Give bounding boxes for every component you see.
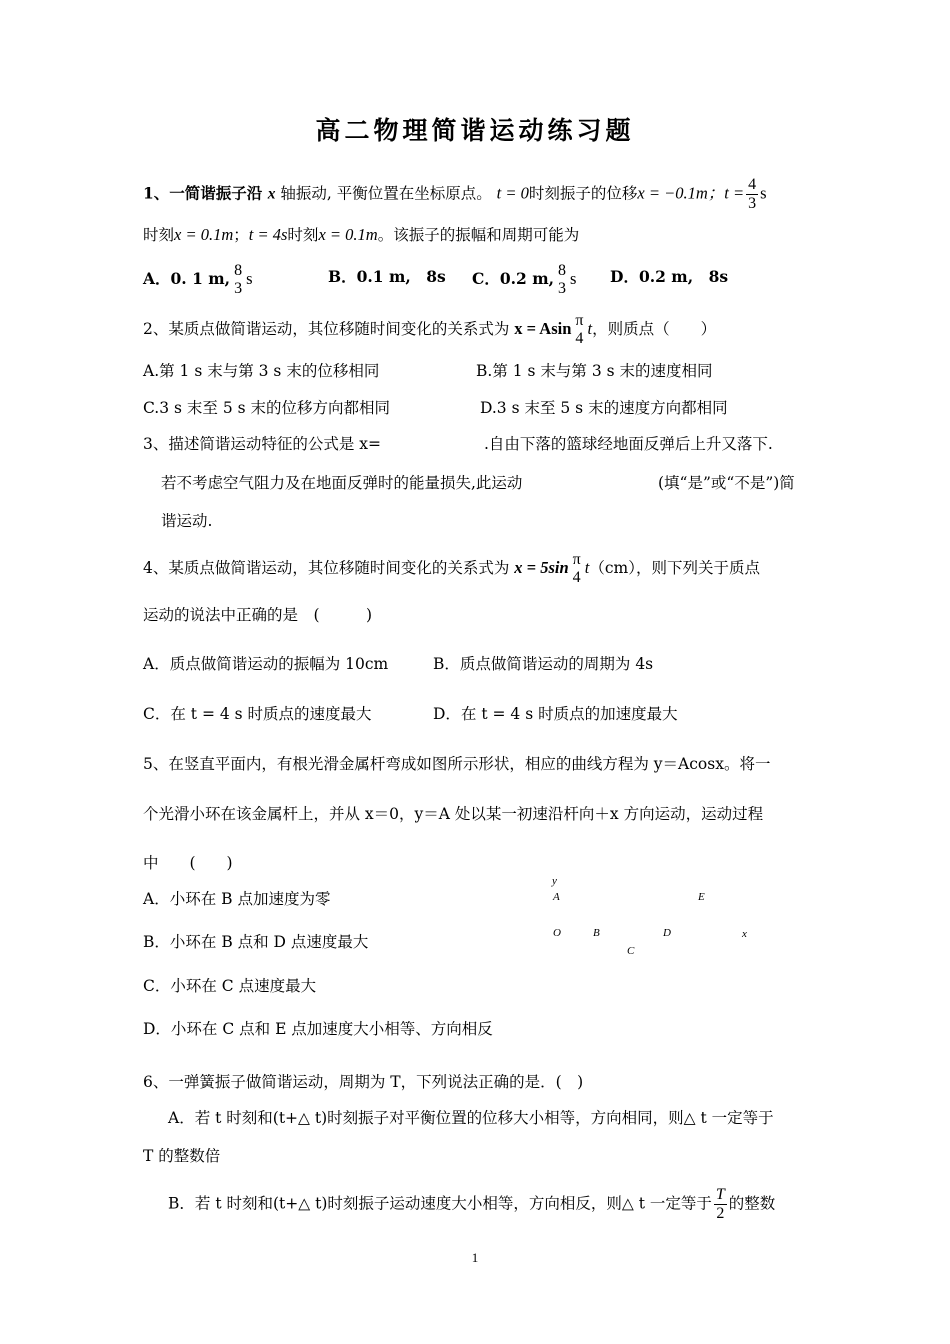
q1-l2-b: ； bbox=[233, 226, 249, 244]
q5-line-2: 个光滑小环在该金属杆上，并从 x＝0，y＝A 处以某一初速沿杆向＋x 方向运动，运动过程 bbox=[143, 805, 764, 823]
q1-x-pos2: x = 0.1m bbox=[318, 225, 378, 244]
q1-a-fraction bbox=[232, 262, 244, 298]
q2-option-d: D.3 s 末至 5 s 末的速度方向都相同 bbox=[480, 399, 728, 417]
q1-frac-num: 4 bbox=[748, 176, 757, 193]
q2-fraction bbox=[573, 312, 585, 348]
q1-frac-den: 3 bbox=[748, 195, 757, 212]
q1-mid: 时刻振子的位移 bbox=[528, 184, 638, 203]
q1-option-c bbox=[472, 262, 576, 298]
q4-formula: x = 5sin bbox=[514, 558, 569, 577]
q2-option-a: A.第 1 s 末与第 3 s 末的位移相同 bbox=[143, 362, 380, 380]
q2-text-a: 2、某质点做简谐运动，其位移随时间变化的关系式为 bbox=[143, 320, 515, 338]
q1-option-b: B．0.1 m, 8s bbox=[328, 267, 446, 286]
q1-a-num: 8 bbox=[234, 262, 243, 279]
q5-option-b: B．小环在 B 点和 D 点速度最大 bbox=[143, 933, 369, 951]
q1-a-label: A．0. 1 m, bbox=[143, 269, 231, 288]
q3-line-2b: (填“是”或“不是”)简 bbox=[658, 474, 795, 492]
q4-frac-den: 4 bbox=[572, 569, 581, 586]
q1-c-fraction bbox=[556, 262, 568, 298]
q6-option-b bbox=[168, 1186, 775, 1223]
q5-line-1: 5、在竖直平面内，有根光滑金属杆弯成如图所示形状，相应的曲线方程为 y＝Acosx。将一 bbox=[143, 755, 771, 773]
q1-text: 轴振动, 平衡位置在坐标原点。 bbox=[275, 184, 492, 203]
page-title: 高二物理简谐运动练习题 bbox=[315, 116, 635, 145]
q1-t0: t = 0 bbox=[496, 183, 529, 203]
figure-label-b: B bbox=[593, 927, 600, 939]
q2-formula: x = Asin bbox=[514, 319, 572, 338]
q1-c-label: C．0.2 m, bbox=[472, 269, 554, 288]
q6-option-a-line-2: T 的整数倍 bbox=[143, 1147, 221, 1165]
q3-line-2a: 若不考虑空气阻力及在地面反弹时的能量损失,此运动 bbox=[161, 474, 523, 492]
figure-label-x: x bbox=[742, 928, 747, 940]
figure-label-a: A bbox=[553, 891, 560, 903]
q5-option-a: A．小环在 B 点加速度为零 bbox=[143, 890, 331, 908]
q1-c-unit: s bbox=[570, 269, 577, 288]
q6-b-fraction bbox=[714, 1186, 727, 1223]
q1-option-a bbox=[143, 262, 253, 298]
q1-prefix: 1、一简谐振子沿 bbox=[143, 183, 268, 203]
q4-option-a: A．质点做简谐运动的振幅为 10cm bbox=[143, 655, 389, 673]
q5-option-d: D．小环在 C 点和 E 点加速度大小相等、方向相反 bbox=[143, 1020, 493, 1038]
q4-option-d: D．在 t = 4 s 时质点的加速度最大 bbox=[433, 705, 678, 723]
q1-l2-c: 时刻 bbox=[287, 226, 319, 244]
q1-line-1 bbox=[143, 176, 767, 213]
q4-option-b: B．质点做简谐运动的周期为 4s bbox=[433, 655, 654, 673]
q2-stem bbox=[143, 312, 716, 348]
q1-c-num: 8 bbox=[558, 262, 566, 279]
q2-t: t bbox=[587, 319, 593, 338]
q1-option-d: D．0.2 m, 8s bbox=[610, 267, 729, 286]
figure-label-o: O bbox=[553, 927, 561, 939]
q4-frac-num: π bbox=[572, 551, 581, 568]
figure-label-c: C bbox=[627, 945, 635, 957]
q4-text-b: （cm），则下列关于质点 bbox=[589, 559, 760, 577]
q1-unit: s bbox=[760, 183, 767, 203]
q1-x-neg: x = −0.1m bbox=[637, 183, 708, 203]
q6-option-a-line-1: A．若 t 时刻和(t+△ t)时刻振子对平衡位置的位移大小相等，方向相同，则△ t 一定等于 bbox=[168, 1109, 774, 1127]
q6-b-den: 2 bbox=[714, 1204, 727, 1223]
q6-b-tail: 的整数 bbox=[728, 1194, 776, 1213]
q2-frac-den: 4 bbox=[575, 330, 584, 347]
q1-l2-d: 。该振子的振幅和周期可能为 bbox=[377, 226, 580, 244]
q3-line-1b: .自由下落的篮球经地面反弹后上升又落下. bbox=[484, 435, 773, 453]
q1-a-den: 3 bbox=[234, 280, 243, 297]
q5-option-c: C．小环在 C 点速度最大 bbox=[143, 977, 317, 995]
figure-label-y: y bbox=[552, 875, 557, 887]
q2-option-b: B.第 1 s 末与第 3 s 末的速度相同 bbox=[476, 362, 713, 380]
q4-t: t bbox=[584, 558, 590, 577]
q4-fraction bbox=[571, 551, 583, 587]
figure-label-d: D bbox=[663, 927, 671, 939]
q6-line-1: 6、一弹簧振子做简谐运动，周期为 T，下列说法正确的是．( ) bbox=[143, 1073, 584, 1091]
q4-option-c: C．在 t = 4 s 时质点的速度最大 bbox=[143, 705, 372, 723]
q1-semicolon: ；t = bbox=[707, 183, 745, 203]
q2-frac-num: π bbox=[575, 312, 584, 329]
q5-line-3: 中 ( ) bbox=[143, 854, 233, 872]
q2-option-c: C.3 s 末至 5 s 末的位移方向都相同 bbox=[143, 399, 391, 417]
page-number: 1 bbox=[471, 1250, 479, 1265]
figure-label-e: E bbox=[698, 891, 705, 903]
q1-x-pos1: x = 0.1m bbox=[174, 225, 234, 244]
q3-line-3: 谐运动. bbox=[161, 512, 213, 530]
q1-c-den: 3 bbox=[558, 280, 566, 297]
q6-b-text: B．若 t 时刻和(t+△ t)时刻振子运动速度大小相等，方向相反，则△ t 一定等于 bbox=[168, 1194, 712, 1213]
q4-stem bbox=[143, 551, 760, 587]
q1-t4: t = 4s bbox=[248, 225, 288, 244]
q1-l2-a: 时刻 bbox=[143, 226, 175, 244]
q4-text-a: 4、某质点做简谐运动，其位移随时间变化的关系式为 bbox=[143, 559, 515, 577]
q6-b-num: T bbox=[715, 1186, 725, 1203]
q4-line-2: 运动的说法中正确的是 ( ) bbox=[143, 606, 373, 624]
q3-line-1a: 3、描述简谐运动特征的公式是 x= bbox=[143, 435, 382, 453]
q1-fraction bbox=[746, 176, 758, 213]
q1-a-unit: s bbox=[246, 269, 253, 288]
q1-x-axis: x bbox=[267, 185, 276, 203]
q1-line-2 bbox=[143, 224, 579, 246]
q2-text-b: ，则质点（ ） bbox=[592, 320, 717, 338]
